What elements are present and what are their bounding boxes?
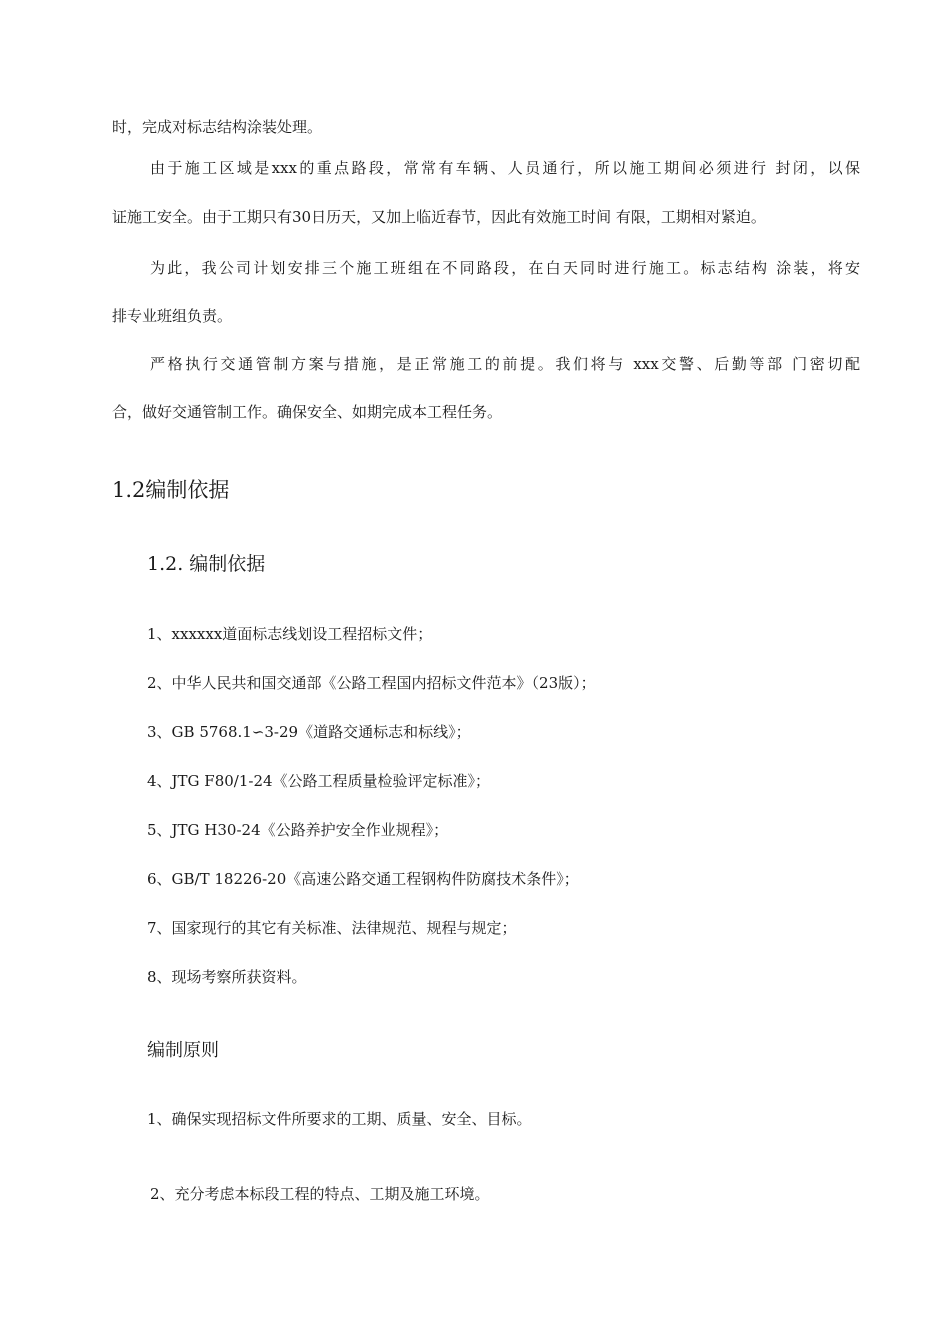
sub-heading: 1.2. 编制依据 — [147, 553, 266, 575]
paragraph-line: 证施工安全。由于工期只有30日历天，又加上临近春节，因此有效施工时间 有限，工期相对紧迫。 — [112, 208, 766, 226]
list-item: 5、JTG H30-24《公路养护安全作业规程》； — [147, 821, 449, 839]
list-item: 2、充分考虑本标段工程的特点、工期及施工环境。 — [150, 1185, 490, 1203]
principles-heading: 编制原则 — [147, 1040, 219, 1061]
list-item: 8、现场考察所获资料。 — [147, 968, 307, 986]
paragraph-line: 排专业班组负责。 — [112, 307, 233, 325]
list-item: 1、确保实现招标文件所要求的工期、质量、安全、目标。 — [147, 1110, 532, 1128]
list-item: 2、中华人民共和国交通部《公路工程国内招标文件范本》（23版）； — [147, 674, 596, 692]
list-item: 4、JTG F80/1-24《公路工程质量检验评定标准》； — [147, 772, 491, 790]
paragraph-line: 严格执行交通管制方案与措施，是正常施工的前提。我们将与 xxx交警、后勤等部 门密切配 — [150, 355, 860, 373]
paragraph-line: 时，完成对标志结构涂装处理。 — [112, 118, 323, 136]
list-item: 7、国家现行的其它有关标准、法律规范、规程与规定； — [147, 919, 517, 937]
paragraph-line: 为此，我公司计划安排三个施工班组在不同路段，在白天同时进行施工。标志结构 涂装，将安 — [150, 259, 860, 277]
list-item: 1、xxxxxx道面标志线划设工程招标文件； — [147, 625, 433, 643]
paragraph-line: 合，做好交通管制工作。确保安全、如期完成本工程任务。 — [112, 403, 503, 421]
paragraph-line: 由于施工区域是xxx的重点路段，常常有车辆、人员通行，所以施工期间必须进行 封闭，以保 — [150, 159, 860, 177]
list-item: 3、GB 5768.1∽3-29《道路交通标志和标线》； — [147, 723, 471, 741]
list-item: 6、GB/T 18226-20《高速公路交通工程钢构件防腐技术条件》； — [147, 870, 579, 888]
section-heading: 1.2编制依据 — [112, 478, 230, 502]
